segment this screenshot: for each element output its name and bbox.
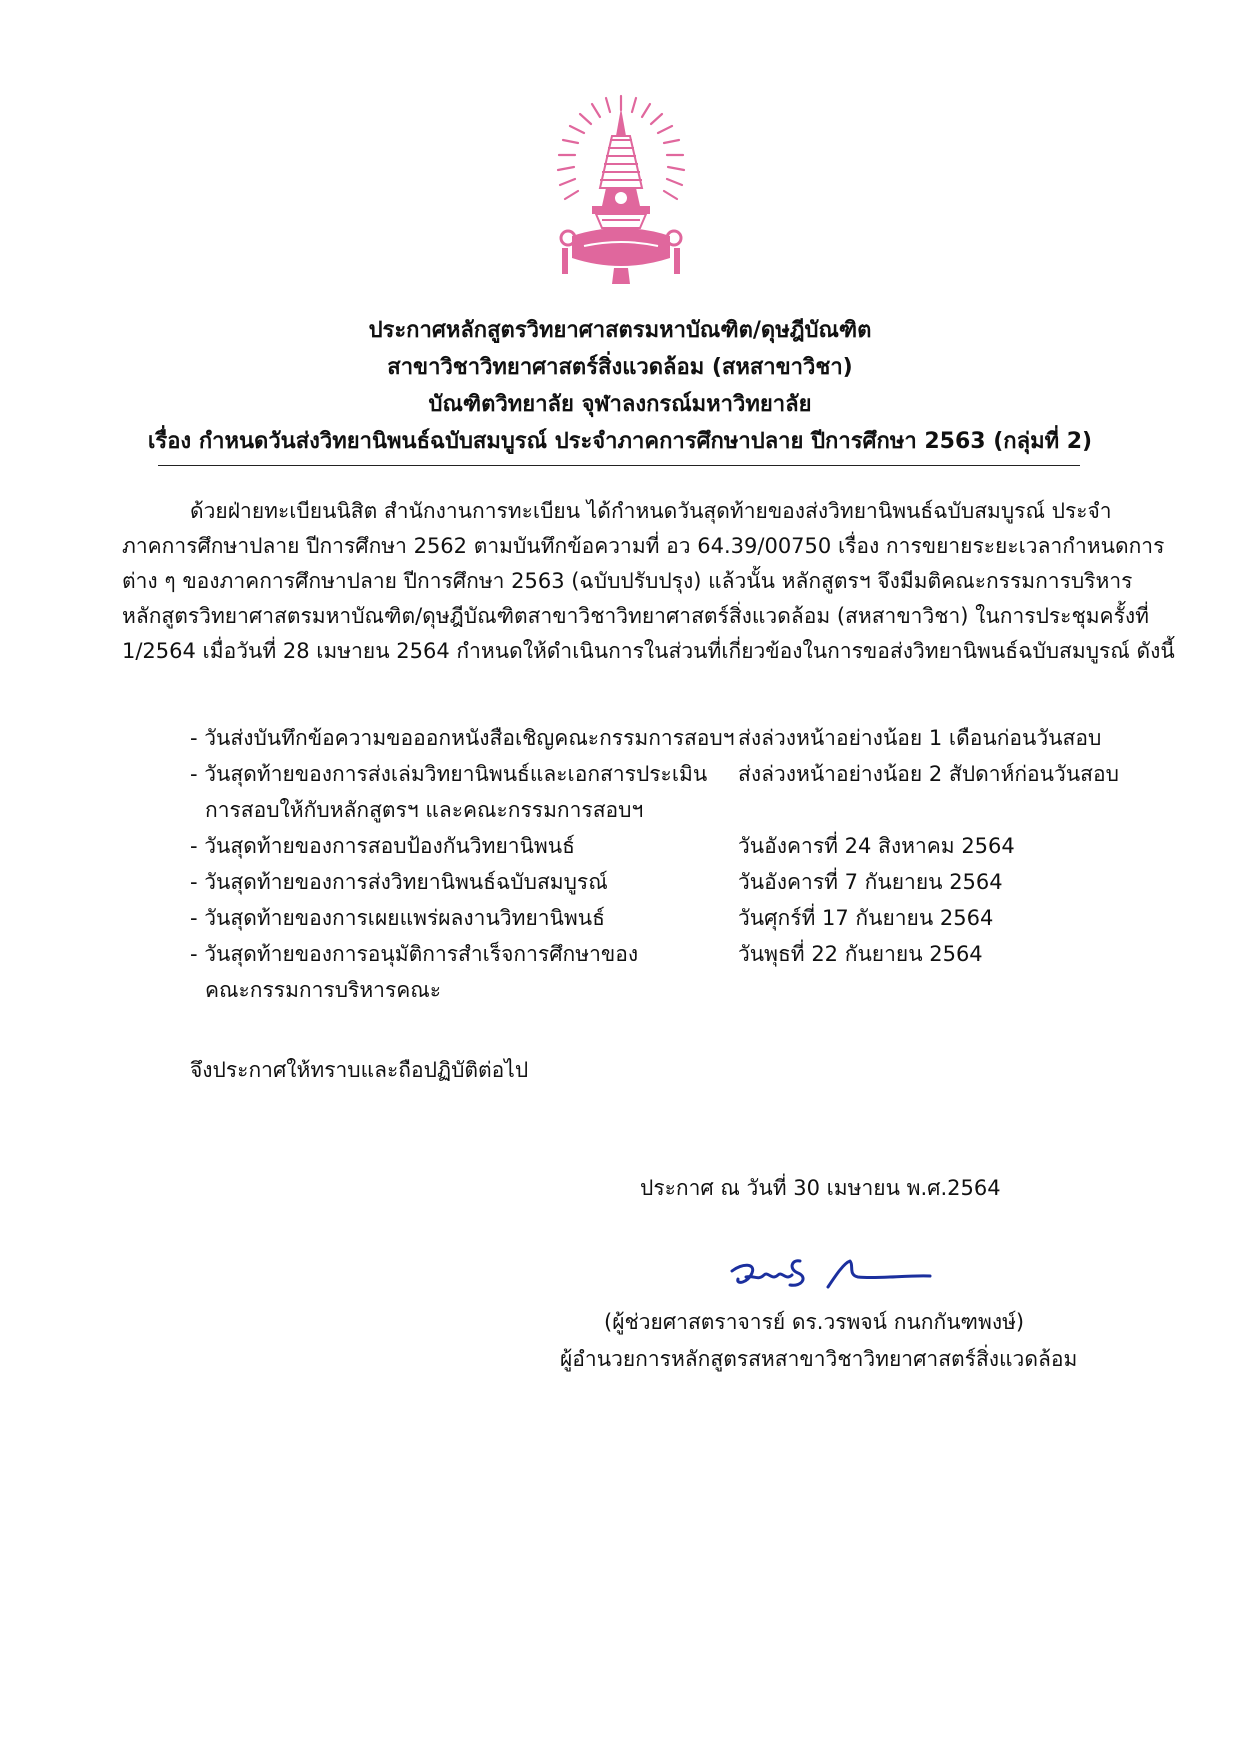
schedule-item-date: วันพุธที่ 22 กันยายน 2564: [738, 942, 983, 966]
title-line-2: สาขาวิชาวิทยาศาสตร์สิ่งแวดล้อม (สหสาขาวิชา): [387, 355, 853, 380]
schedule-item-date: วันอังคารที่ 24 สิงหาคม 2564: [738, 834, 1015, 858]
schedule-item-continuation: [190, 792, 1120, 828]
paragraph-line: ภาคการศึกษาปลาย ปีการศึกษา 2562 ตามบันทึกข้อความที่ อว 64.39/00750 เรื่อง การขยายระยะเวลากำหนดการ: [122, 534, 1165, 558]
schedule-item-continuation-text: คณะกรรมการบริหารคณะ: [205, 978, 442, 1002]
schedule-item-label: - วันสุดท้ายของการสอบป้องกันวิทยานิพนธ์: [190, 834, 575, 858]
signer-name: (ผู้ช่วยศาสตราจารย์ ดร.วรพจน์ กนกกันฑพงษ์): [604, 1310, 1025, 1334]
body-paragraph: [122, 494, 1175, 669]
schedule-item: [190, 828, 1120, 864]
paragraph-line: ต่าง ๆ ของภาคการศึกษาปลาย ปีการศึกษา 2563 (ฉบับปรับปรุง) แล้วนั้น หลักสูตรฯ จึงมีมติคณะกรรมการบริหาร: [122, 569, 1133, 593]
title-divider: [158, 465, 1080, 466]
university-emblem-logo: [548, 88, 694, 288]
schedule-list: [190, 720, 1120, 1008]
announcement-title: [140, 312, 1100, 460]
schedule-item-continuation-text: การสอบให้กับหลักสูตรฯ และคณะกรรมการสอบฯ: [205, 798, 644, 822]
signer-block: [560, 1304, 1080, 1378]
handwritten-signature: [728, 1253, 933, 1295]
schedule-item-label: - วันส่งบันทึกข้อความขอออกหนังสือเชิญคณะกรรมการสอบฯ: [190, 726, 735, 750]
schedule-item-date: วันอังคารที่ 7 กันยายน 2564: [738, 870, 1003, 894]
schedule-item: [190, 720, 1120, 756]
paragraph-line: ด้วยฝ่ายทะเบียนนิสิต สำนักงานการทะเบียน ได้กำหนดวันสุดท้ายของส่งวิทยานิพนธ์ฉบับสมบูรณ์ ประจำ: [190, 499, 1112, 523]
schedule-item-label: - วันสุดท้ายของการส่งวิทยานิพนธ์ฉบับสมบูรณ์: [190, 870, 608, 894]
paragraph-line: หลักสูตรวิทยาศาสตรมหาบัณฑิต/ดุษฎีบัณฑิตสาขาวิชาวิทยาศาสตร์สิ่งแวดล้อม (สหสาขาวิชา) ในการประชุมครั้งที่: [122, 604, 1149, 628]
closing-statement: จึงประกาศให้ทราบและถือปฏิบัติต่อไป: [190, 1058, 529, 1082]
schedule-item-continuation: [190, 972, 1120, 1008]
paragraph-line: 1/2564 เมื่อวันที่ 28 เมษายน 2564 กำหนดให้ดำเนินการในส่วนที่เกี่ยวข้องในการขอส่งวิทยานิพนธ์ฉบับสมบูรณ์ ดังนี้: [122, 639, 1175, 663]
schedule-item: [190, 756, 1120, 792]
schedule-item: [190, 936, 1120, 972]
schedule-item-date: ส่งล่วงหน้าอย่างน้อย 1 เดือนก่อนวันสอบ: [738, 726, 1102, 750]
schedule-item-label: - วันสุดท้ายของการส่งเล่มวิทยานิพนธ์และเอกสารประเมิน: [190, 762, 708, 786]
title-line-1: ประกาศหลักสูตรวิทยาศาสตรมหาบัณฑิต/ดุษฎีบัณฑิต: [368, 318, 872, 343]
schedule-item-date: ส่งล่วงหน้าอย่างน้อย 2 สัปดาห์ก่อนวันสอบ: [738, 762, 1119, 786]
schedule-item-date: วันศุกร์ที่ 17 กันยายน 2564: [738, 906, 994, 930]
title-line-4: เรื่อง กำหนดวันส่งวิทยานิพนธ์ฉบับสมบูรณ์ ประจำภาคการศึกษาปลาย ปีการศึกษา 2563 (กลุ่มที่ 2): [147, 429, 1093, 454]
title-line-3: บัณฑิตวิทยาลัย จุฬาลงกรณ์มหาวิทยาลัย: [428, 392, 812, 417]
announcement-date: ประกาศ ณ วันที่ 30 เมษายน พ.ศ.2564: [640, 1176, 1001, 1200]
schedule-item: [190, 864, 1120, 900]
schedule-item-label: - วันสุดท้ายของการอนุมัติการสำเร็จการศึกษาของ: [190, 942, 639, 966]
schedule-item-label: - วันสุดท้ายของการเผยแพร่ผลงานวิทยานิพนธ์: [190, 906, 605, 930]
signer-title: ผู้อำนวยการหลักสูตรสหสาขาวิชาวิทยาศาสตร์สิ่งแวดล้อม: [560, 1347, 1078, 1371]
schedule-item: [190, 900, 1120, 936]
